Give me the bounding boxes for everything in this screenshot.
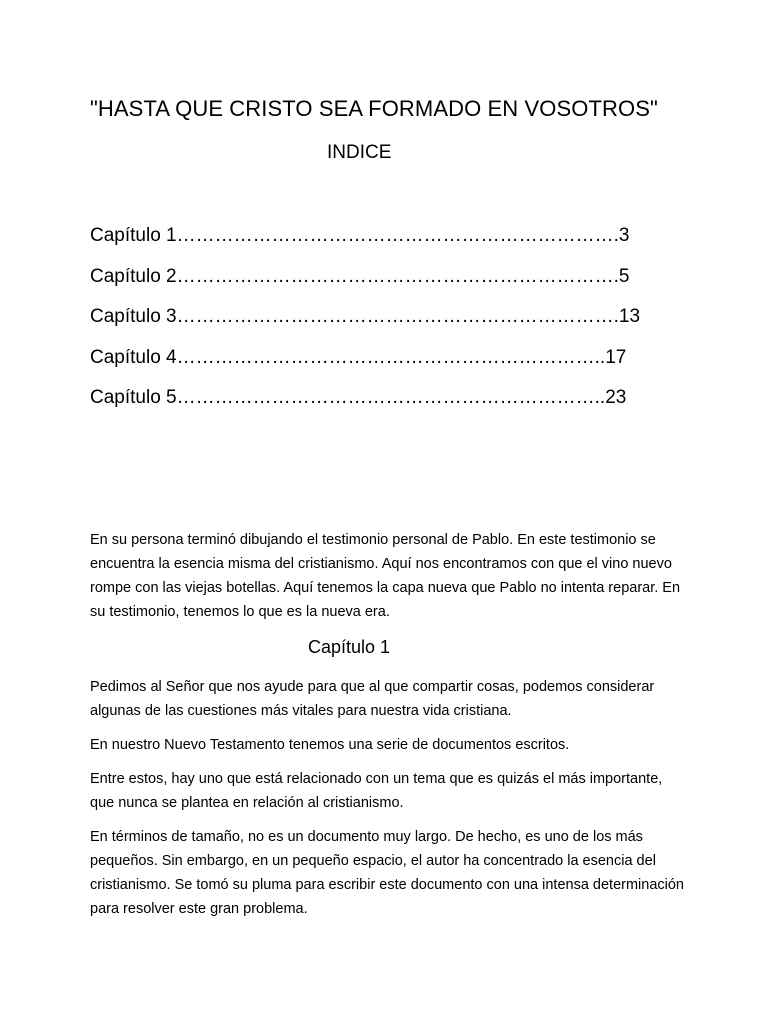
body-paragraph: En términos de tamaño, no es un documento muy largo. De hecho, es uno de los más pequeños. Sin embargo, en un pequeño espacio, el autor ha concentrado la esencia del cristianismo. Se tomó su pluma para escribir este documento con una intensa determinación para resolver este gran problema. xyxy=(90,829,684,917)
toc-leader: ……………………………………………………………. xyxy=(176,225,619,246)
toc-leader: ………………………………………………………….. xyxy=(176,387,606,408)
toc-leader: ………………………………………………………….. xyxy=(176,346,606,368)
toc-page-number: 17 xyxy=(605,346,627,368)
toc-entry-chapter-2 xyxy=(90,265,640,306)
body-paragraph: Pedimos al Señor que nos ayude para que al que compartir cosas, podemos considerar algunas de las cuestiones más vitales para nuestra vida cristiana. xyxy=(90,679,655,719)
toc-entry-chapter-3 xyxy=(90,305,640,346)
toc-entry-chapter-4 xyxy=(90,346,640,387)
toc-entry-chapter-5 xyxy=(90,386,640,427)
toc-label: Capítulo 5 xyxy=(90,387,177,408)
body-paragraph: Entre estos, hay uno que está relacionado con un tema que es quizás el más importante, que nunca se plantea en relación al cristianismo. xyxy=(90,771,663,811)
toc-page-number: 3 xyxy=(618,225,630,246)
toc-page-number: 13 xyxy=(618,306,641,327)
document-title: "HASTA QUE CRISTO SEA FORMADO EN VOSOTROS" xyxy=(90,96,658,121)
toc-leader: ……………………………………………………………. xyxy=(176,265,619,287)
toc-entry-chapter-1 xyxy=(90,224,640,265)
toc-label: Capítulo 4 xyxy=(90,346,177,368)
index-heading: INDICE xyxy=(327,142,392,163)
table-of-contents xyxy=(90,224,640,427)
body-paragraph: En nuestro Nuevo Testamento tenemos una serie de documentos escritos. xyxy=(90,737,570,753)
toc-label: Capítulo 1 xyxy=(90,225,177,246)
chapter-body xyxy=(90,675,690,931)
toc-page-number: 5 xyxy=(618,265,630,287)
intro-paragraph: En su persona terminó dibujando el testimonio personal de Pablo. En este testimonio se encuentra la esencia misma del cristianismo. Aquí nos encontramos con que el vino nuevo rompe con las viejas botellas. Aquí tenemos la capa nueva que Pablo no intenta reparar. En su testimonio, tenemos lo que es la nueva era. xyxy=(90,532,681,620)
chapter-heading: Capítulo 1 xyxy=(308,637,391,657)
toc-page-number: 23 xyxy=(605,387,627,408)
toc-label: Capítulo 3 xyxy=(90,306,177,327)
toc-label: Capítulo 2 xyxy=(90,265,177,287)
toc-leader: ……………………………………………………………. xyxy=(176,306,619,327)
